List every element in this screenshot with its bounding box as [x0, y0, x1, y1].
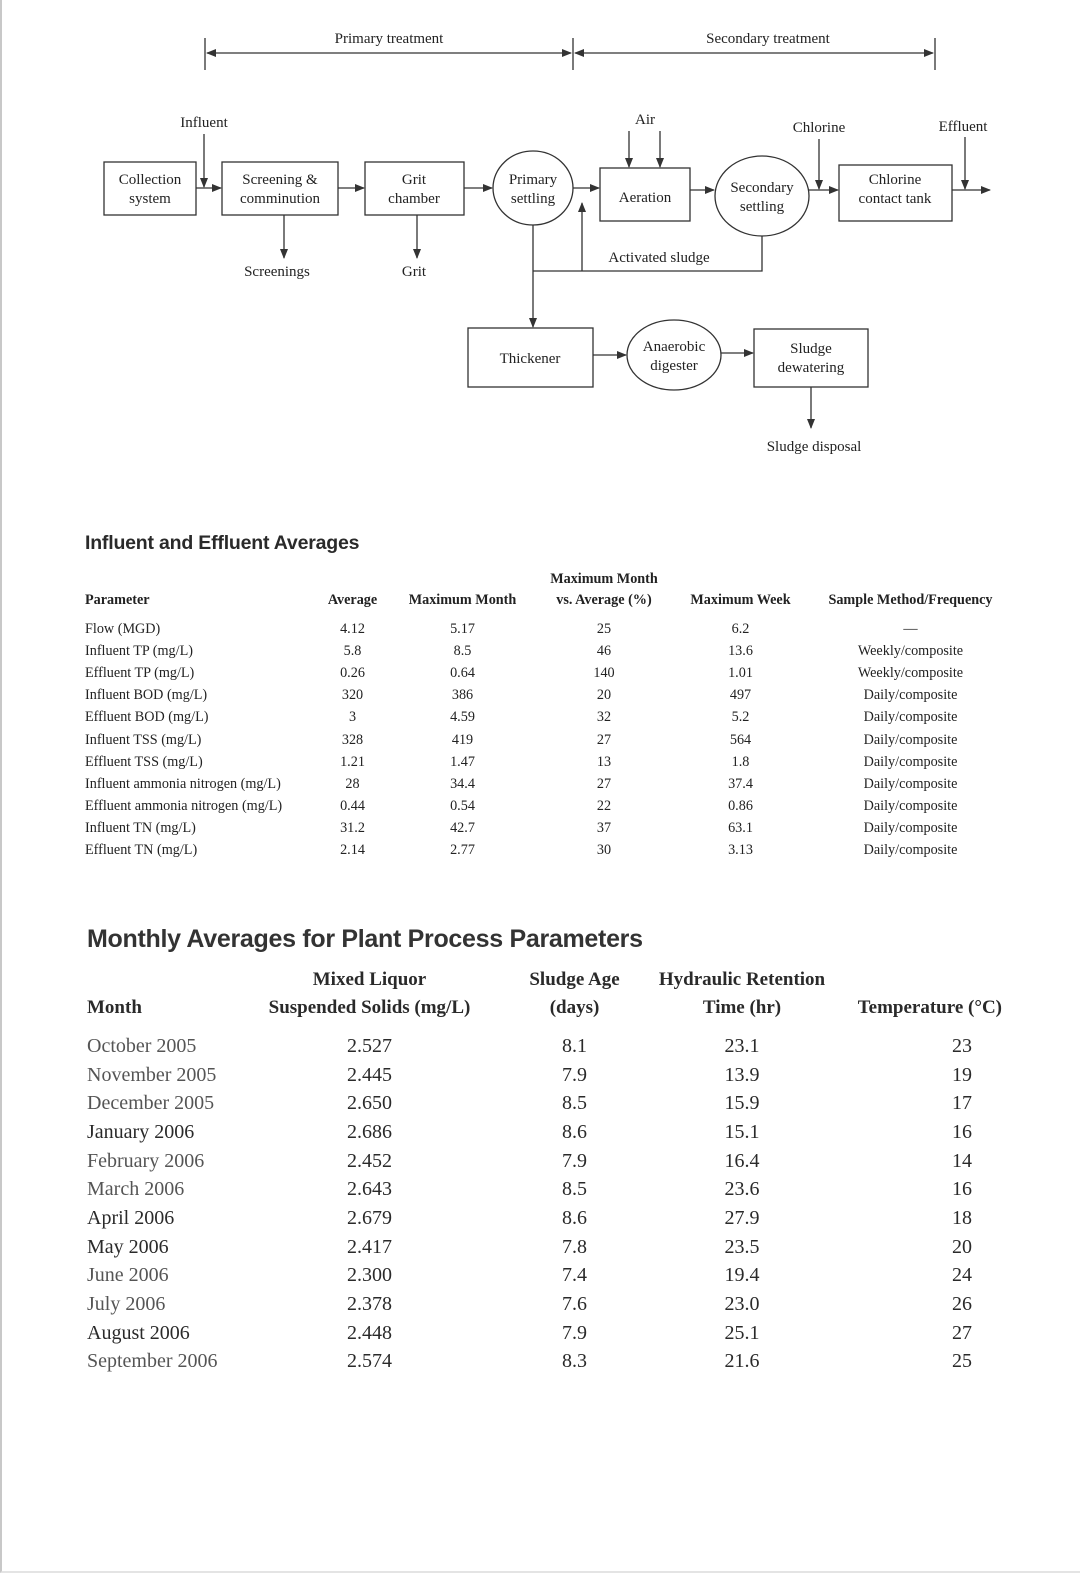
cell-max-week: 497 [729, 687, 752, 704]
cell-temperature: 14 [952, 1149, 972, 1172]
cell-sludge-age: 7.9 [562, 1321, 587, 1344]
cell-average: 2.14 [340, 842, 365, 859]
cell-mlss: 2.448 [347, 1321, 392, 1344]
col-vs-average-line-2: vs. Average (%) [556, 592, 652, 608]
cell-max-month: 386 [451, 687, 474, 704]
cell-month: March 2006 [87, 1178, 185, 1201]
col-vs-average [530, 565, 678, 618]
collection-system-label-2: system [129, 191, 171, 207]
table-row [87, 1061, 1002, 1090]
cell-max-month: 5.17 [450, 620, 475, 637]
cell-temperature: 16 [952, 1178, 972, 1201]
anaerobic-digester-circle [627, 320, 721, 390]
cell-max-month: 0.54 [450, 798, 475, 815]
col-sludge-age [492, 966, 657, 1032]
cell-mlss: 2.650 [347, 1092, 392, 1115]
cell-max-week: 63.1 [728, 820, 753, 837]
cell-hrt: 15.9 [724, 1092, 760, 1115]
table-row [85, 840, 1018, 862]
influent-effluent-title: Influent and Effluent Averages [85, 532, 360, 554]
cell-max-week: 1.01 [728, 664, 753, 681]
anaerobic-digester-label-2: digester [650, 358, 698, 374]
table-row [87, 1290, 1002, 1319]
table-row [87, 1118, 1002, 1147]
cell-mlss: 2.574 [347, 1350, 392, 1373]
primary-settling-label-2: settling [510, 191, 556, 207]
table-row [85, 773, 1018, 795]
activated-sludge-label: Activated sludge [608, 250, 710, 266]
cell-max-month: 34.4 [450, 775, 475, 792]
cell-sample-method: Daily/composite [863, 709, 958, 726]
collection-system-label: Collection [118, 172, 182, 188]
cell-max-month: 42.7 [450, 820, 475, 837]
col-average: Average [327, 592, 378, 608]
cell-temperature: 25 [952, 1350, 972, 1373]
aeration-label: Aeration [618, 190, 672, 206]
cell-parameter: Effluent TSS (mg/L) [85, 753, 203, 770]
cell-vs-average: 37 [596, 820, 612, 837]
cell-hrt: 15.1 [724, 1120, 760, 1143]
cell-sample-method: Daily/composite [863, 820, 958, 837]
cell-month: November 2005 [87, 1063, 217, 1086]
cell-max-month: 8.5 [453, 642, 472, 659]
cell-month: September 2006 [87, 1350, 218, 1373]
monthly-averages-title: Monthly Averages for Plant Process Parameters [87, 925, 643, 953]
cell-month: May 2006 [87, 1235, 169, 1258]
cell-parameter: Flow (MGD) [85, 620, 161, 637]
cell-sludge-age: 7.8 [562, 1235, 587, 1258]
cell-sludge-age: 7.9 [562, 1149, 587, 1172]
collection-system-box [104, 162, 196, 215]
col-hrt-line-2: Time (hr) [702, 997, 782, 1018]
cell-max-week: 564 [729, 731, 752, 748]
cell-hrt: 25.1 [724, 1321, 760, 1344]
cell-mlss: 2.452 [347, 1149, 392, 1172]
table-header-row [85, 565, 1018, 618]
monthly-averages-table [87, 966, 1002, 1376]
cell-hrt: 23.6 [724, 1178, 760, 1201]
grit-output-label: Grit [401, 264, 427, 280]
cell-max-month: 1.47 [450, 753, 475, 770]
primary-treatment-label: Primary treatment [334, 31, 444, 47]
grit-chamber-box [365, 162, 464, 215]
cell-parameter: Effluent BOD (mg/L) [85, 709, 209, 726]
cell-sludge-age: 7.4 [562, 1264, 587, 1287]
cell-mlss: 2.686 [347, 1120, 392, 1143]
col-mlss [247, 966, 492, 1032]
cell-month: October 2005 [87, 1034, 197, 1057]
chlorine-tank-label-2: contact tank [858, 191, 932, 207]
secondary-settling-circle [715, 156, 809, 236]
col-temperature: Temperature (°C) [857, 997, 1002, 1018]
cell-max-week: 1.8 [731, 753, 750, 770]
cell-sample-method: Daily/composite [863, 775, 958, 792]
cell-vs-average: 140 [593, 664, 615, 681]
sludge-dewatering-label: Sludge [790, 341, 832, 357]
cell-vs-average: 46 [596, 642, 612, 659]
cell-parameter: Influent TN (mg/L) [85, 820, 196, 837]
col-mlss-line-1: Mixed Liquor [312, 969, 427, 990]
chlorine-tank-label: Chlorine [868, 172, 922, 188]
col-max-month: Maximum Month [408, 592, 517, 608]
sludge-disposal-label: Sludge disposal [766, 439, 862, 455]
cell-sludge-age: 7.9 [562, 1063, 587, 1086]
cell-sample-method: Daily/composite [863, 731, 958, 748]
cell-sample-method: Weekly/composite [857, 642, 964, 659]
table-row [85, 662, 1018, 684]
cell-hrt: 21.6 [724, 1350, 760, 1373]
cell-max-month: 419 [451, 731, 474, 748]
cell-sample-method: Daily/composite [863, 842, 958, 859]
cell-month: January 2006 [87, 1120, 195, 1143]
cell-parameter: Effluent ammonia nitrogen (mg/L) [85, 798, 283, 815]
influent-effluent-table [85, 565, 1018, 862]
col-sample-method: Sample Method/Frequency [828, 592, 993, 608]
sludge-dewatering-label-2: dewatering [777, 360, 845, 376]
cell-vs-average: 22 [596, 798, 612, 815]
cell-max-week: 37.4 [728, 775, 753, 792]
cell-parameter: Influent ammonia nitrogen (mg/L) [85, 775, 281, 792]
table-row [87, 1319, 1002, 1348]
primary-settling-label: Primary [508, 172, 558, 188]
col-hrt-line-1: Hydraulic Retention [658, 969, 826, 990]
cell-mlss: 2.643 [347, 1178, 392, 1201]
cell-average: 28 [345, 775, 360, 792]
cell-sample-method: — [903, 620, 918, 637]
cell-hrt: 27.9 [724, 1206, 760, 1229]
table-row [87, 1233, 1002, 1262]
cell-hrt: 23.1 [724, 1034, 760, 1057]
cell-hrt: 19.4 [724, 1264, 760, 1287]
cell-hrt: 16.4 [724, 1149, 760, 1172]
cell-average: 31.2 [340, 820, 365, 837]
table-row [85, 729, 1018, 751]
effluent-label: Effluent [938, 119, 988, 135]
table-row [87, 1348, 1002, 1377]
cell-sludge-age: 7.6 [562, 1293, 587, 1316]
cell-sludge-age: 8.5 [562, 1178, 587, 1201]
cell-vs-average: 13 [596, 753, 612, 770]
table-row [87, 1262, 1002, 1291]
table-header-row [87, 966, 1002, 1032]
cell-average: 0.26 [340, 664, 365, 681]
cell-sludge-age: 8.6 [562, 1206, 587, 1229]
col-vs-average-line-1: Maximum Month [550, 571, 658, 587]
cell-average: 4.12 [340, 620, 365, 637]
table-row [85, 751, 1018, 773]
cell-mlss: 2.300 [347, 1264, 392, 1287]
table-row [85, 685, 1018, 707]
cell-max-week: 3.13 [728, 842, 753, 859]
cell-average: 1.21 [340, 753, 365, 770]
secondary-treatment-label: Secondary treatment [706, 31, 830, 47]
cell-temperature: 19 [952, 1063, 972, 1086]
table-row [87, 1089, 1002, 1118]
sludge-dewatering-box [754, 329, 868, 387]
cell-month: June 2006 [87, 1264, 169, 1287]
cell-sludge-age: 8.6 [562, 1120, 587, 1143]
cell-sludge-age: 8.1 [562, 1034, 587, 1057]
cell-vs-average: 30 [596, 842, 612, 859]
cell-sludge-age: 8.5 [562, 1092, 587, 1115]
col-max-week: Maximum Week [690, 592, 791, 608]
cell-max-week: 13.6 [728, 642, 753, 659]
grit-chamber-label-2: chamber [388, 191, 440, 207]
cell-vs-average: 27 [596, 775, 612, 792]
cell-temperature: 17 [952, 1092, 972, 1115]
table-row [87, 1204, 1002, 1233]
cell-temperature: 16 [952, 1120, 972, 1143]
cell-month: August 2006 [87, 1321, 190, 1344]
cell-mlss: 2.527 [347, 1034, 392, 1057]
cell-month: April 2006 [87, 1206, 175, 1229]
cell-hrt: 13.9 [724, 1063, 760, 1086]
screening-box [222, 162, 338, 215]
cell-temperature: 23 [952, 1034, 972, 1057]
table-row [87, 1032, 1002, 1061]
chlorine-label: Chlorine [792, 120, 846, 136]
cell-month: July 2006 [87, 1293, 166, 1316]
table-row [87, 1175, 1002, 1204]
cell-average: 0.44 [340, 798, 365, 815]
table-row [85, 818, 1018, 840]
cell-parameter: Influent BOD (mg/L) [85, 687, 208, 704]
table-row [85, 796, 1018, 818]
cell-sample-method: Daily/composite [863, 753, 958, 770]
cell-average: 320 [341, 687, 364, 704]
cell-hrt: 23.5 [724, 1235, 760, 1258]
cell-vs-average: 32 [596, 709, 612, 726]
col-sludge-age-line-2: (days) [549, 997, 600, 1018]
col-month: Month [87, 997, 142, 1018]
cell-vs-average: 20 [596, 687, 612, 704]
cell-temperature: 26 [952, 1293, 972, 1316]
cell-sample-method: Daily/composite [863, 798, 958, 815]
cell-month: February 2006 [87, 1149, 205, 1172]
cell-parameter: Effluent TN (mg/L) [85, 842, 198, 859]
cell-average: 3 [348, 709, 357, 726]
cell-mlss: 2.679 [347, 1206, 392, 1229]
col-parameter: Parameter [85, 592, 150, 608]
anaerobic-digester-label: Anaerobic [642, 339, 706, 355]
screening-label-2: comminution [240, 191, 320, 207]
cell-mlss: 2.378 [347, 1293, 392, 1316]
secondary-settling-label-2: settling [739, 199, 785, 215]
cell-vs-average: 27 [596, 731, 612, 748]
influent-label: Influent [180, 115, 228, 131]
process-flow-diagram [0, 0, 1080, 470]
screening-label: Screening & [242, 172, 318, 188]
cell-month: December 2005 [87, 1092, 215, 1115]
cell-parameter: Influent TP (mg/L) [85, 642, 193, 659]
cell-vs-average: 25 [596, 620, 612, 637]
cell-temperature: 20 [952, 1235, 972, 1258]
cell-average: 5.8 [343, 642, 362, 659]
secondary-settling-label: Secondary [730, 180, 794, 196]
cell-mlss: 2.417 [347, 1235, 392, 1258]
cell-parameter: Influent TSS (mg/L) [85, 731, 202, 748]
air-label: Air [635, 112, 655, 128]
cell-sample-method: Weekly/composite [857, 664, 964, 681]
table-row [85, 618, 1018, 640]
cell-temperature: 27 [952, 1321, 972, 1344]
cell-average: 328 [341, 731, 364, 748]
cell-max-month: 2.77 [450, 842, 475, 859]
col-sludge-age-line-1: Sludge Age [529, 969, 620, 990]
cell-sample-method: Daily/composite [863, 687, 958, 704]
cell-mlss: 2.445 [347, 1063, 392, 1086]
screenings-label: Screenings [244, 264, 310, 280]
cell-temperature: 24 [952, 1264, 972, 1287]
cell-max-month: 0.64 [450, 664, 475, 681]
cell-max-week: 6.2 [731, 620, 750, 637]
cell-sludge-age: 8.3 [562, 1350, 587, 1373]
cell-max-week: 5.2 [731, 709, 750, 726]
table-row [87, 1147, 1002, 1176]
col-mlss-line-2: Suspended Solids (mg/L) [268, 997, 471, 1018]
cell-temperature: 18 [952, 1206, 972, 1229]
cell-max-week: 0.86 [728, 798, 753, 815]
table-row [85, 707, 1018, 729]
cell-max-month: 4.59 [450, 709, 475, 726]
cell-hrt: 23.0 [724, 1293, 760, 1316]
primary-settling-circle [493, 151, 573, 225]
thickener-label: Thickener [499, 351, 561, 367]
table-row [85, 640, 1018, 662]
col-hrt [657, 966, 827, 1032]
grit-chamber-label: Grit [401, 172, 427, 188]
cell-parameter: Effluent TP (mg/L) [85, 664, 195, 681]
